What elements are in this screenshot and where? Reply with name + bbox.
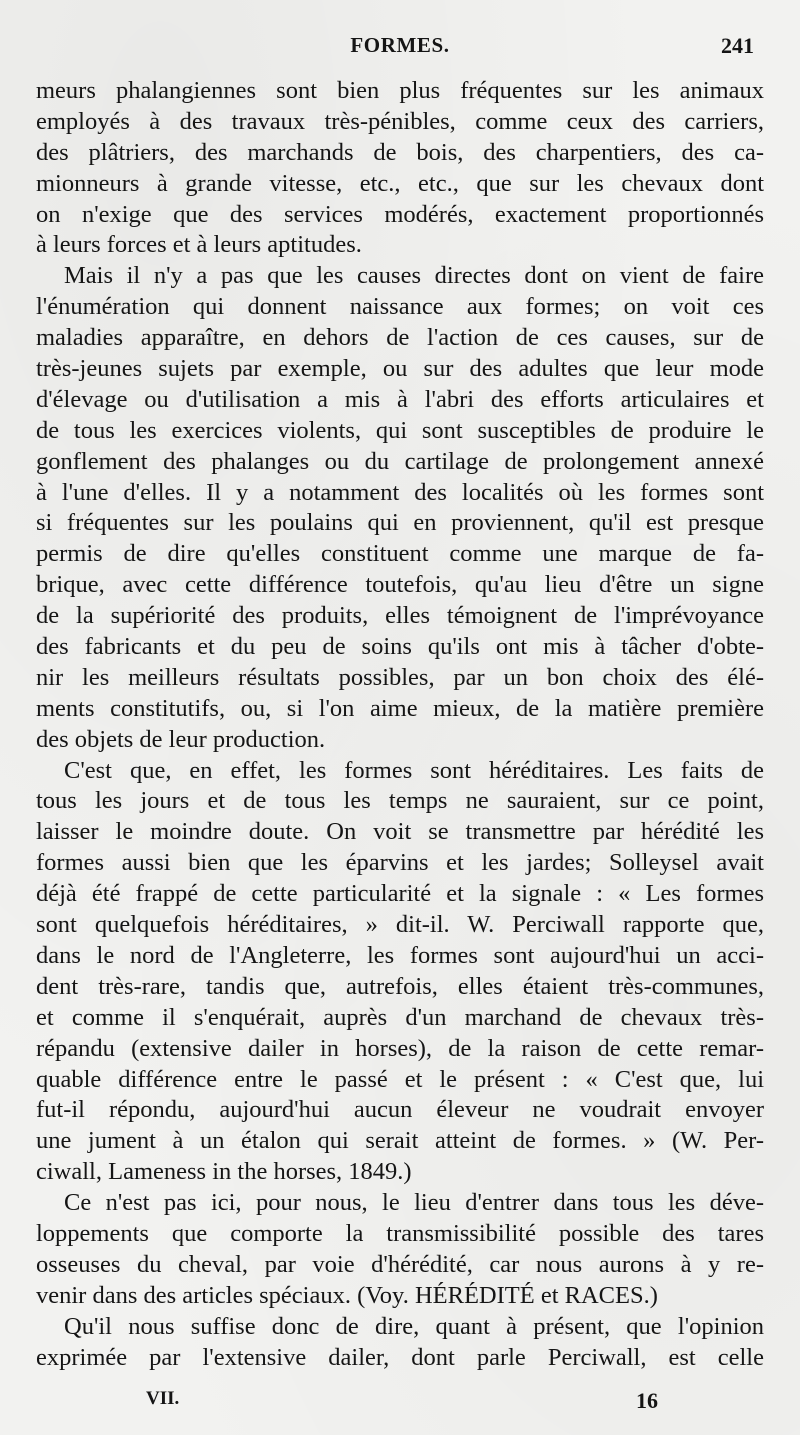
- text-line: formes aussi bien que les éparvins et les jardes; Solleysel avait: [36, 849, 764, 877]
- text-line: des plâtriers, des marchands de bois, des charpentiers, des ca-: [36, 138, 764, 166]
- text-line: des objets de leur production.: [36, 725, 326, 753]
- text-line: si fréquentes sur les poulains qui en proviennent, qu'il est presque: [36, 509, 764, 537]
- text-line: à l'une d'elles. Il y a notamment des localités où les formes sont: [36, 478, 764, 506]
- text-line: déjà été frappé de cette particularité et la signale : « Les formes: [36, 880, 764, 908]
- text-line: sont quelquefois héréditaires, » dit-il. W. Perciwall rapporte que,: [36, 911, 764, 939]
- text-line: laisser le moindre doute. On voit se transmettre par hérédité les: [36, 818, 764, 846]
- body-text: [36, 76, 764, 1373]
- text-line: brique, avec cette différence toutefois, qu'au lieu d'être un signe: [36, 571, 764, 599]
- text-line: loppements que comporte la transmissibilité possible des tares: [36, 1219, 764, 1247]
- paragraph-first-line: C'est que, en effet, les formes sont héréditaires. Les faits de: [64, 756, 764, 784]
- paragraph-first-line: Mais il n'y a pas que les causes directes dont on vient de faire: [64, 262, 764, 290]
- running-title: FORMES.: [350, 33, 450, 57]
- text-line: venir dans des articles spéciaux. (Voy. HÉRÉDITÉ et RACES.): [36, 1281, 658, 1309]
- text-line: employés à des travaux très-pénibles, comme ceux des carriers,: [36, 107, 764, 135]
- text-line: de la supériorité des produits, elles témoignent de l'imprévoyance: [36, 602, 764, 630]
- text-line: fut-il répondu, aujourd'hui aucun éleveur ne voudrait envoyer: [36, 1096, 764, 1124]
- signature-mark: VII.: [146, 1388, 180, 1409]
- text-line: gonflement des phalanges ou du cartilage de prolongement annexé: [36, 447, 764, 475]
- text-line: mionneurs à grande vitesse, etc., etc., que sur les chevaux dont: [36, 169, 764, 197]
- text-line: nir les meilleurs résultats possibles, par un bon choix des élé-: [36, 663, 764, 691]
- text-line: tous les jours et de tous les temps ne sauraient, sur ce point,: [36, 787, 764, 815]
- text-line: et comme il s'enquérait, auprès d'un marchand de chevaux très-: [36, 1003, 764, 1031]
- text-line: répandu (extensive dailer in horses), de la raison de cette remar-: [36, 1034, 764, 1062]
- text-line: une jument à un étalon qui serait atteint de formes. » (W. Per-: [36, 1127, 764, 1155]
- page-number: 241: [721, 33, 754, 58]
- page-footer: [0, 1388, 800, 1414]
- paragraph-first-line: Ce n'est pas ici, pour nous, le lieu d'entrer dans tous les déve-: [64, 1189, 764, 1217]
- text-line: permis de dire qu'elles constituent comme une marque de fa-: [36, 540, 764, 568]
- text-line: à leurs forces et à leurs aptitudes.: [36, 231, 362, 259]
- text-line: de tous les exercices violents, qui sont susceptibles de produire le: [36, 416, 764, 444]
- text-line: meurs phalangiennes sont bien plus fréquentes sur les animaux: [36, 77, 764, 104]
- signature-number: 16: [636, 1388, 658, 1413]
- text-line: dent très-rare, tandis que, autrefois, elles étaient très-communes,: [36, 972, 764, 1000]
- text-line: on n'exige que des services modérés, exactement proportionnés: [36, 200, 764, 228]
- text-line: maladies apparaître, en dehors de l'action de ces causes, sur de: [36, 324, 764, 352]
- text-line: exprimée par l'extensive dailer, dont parle Perciwall, est celle: [36, 1343, 764, 1371]
- paragraph-first-line: Qu'il nous suffise donc de dire, quant à présent, que l'opinion: [64, 1312, 764, 1340]
- text-line: ciwall, Lameness in the horses, 1849.): [36, 1158, 412, 1186]
- text-line: ments constitutifs, ou, si l'on aime mieux, de la matière première: [36, 694, 764, 722]
- text-line: des fabricants et du peu de soins qu'ils ont mis à tâcher d'obte-: [36, 633, 764, 661]
- text-line: osseuses du cheval, par voie d'hérédité, car nous aurons à y re-: [36, 1250, 764, 1278]
- text-line: quable différence entre le passé et le présent : « C'est que, lui: [36, 1065, 764, 1093]
- running-head: [0, 33, 800, 59]
- text-line: très-jeunes sujets par exemple, ou sur des adultes que leur mode: [36, 355, 764, 383]
- text-line: dans le nord de l'Angleterre, les formes sont aujourd'hui un acci-: [36, 941, 764, 969]
- text-line: l'énumération qui donnent naissance aux formes; on voit ces: [36, 293, 764, 321]
- text-line: d'élevage ou d'utilisation a mis à l'abri des efforts articulaires et: [36, 385, 764, 413]
